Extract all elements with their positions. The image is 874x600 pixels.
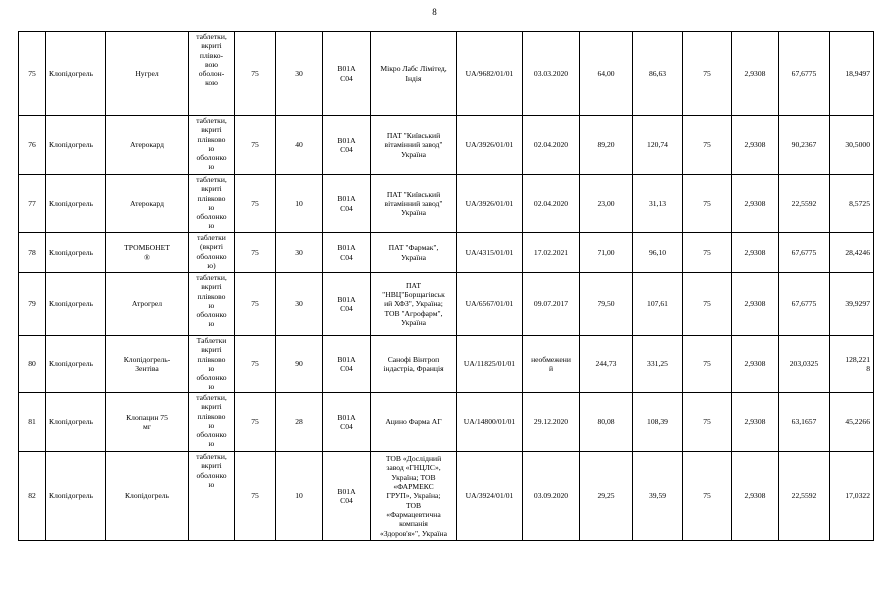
registration-expiry-cell-text: 09.07.2017 — [533, 299, 569, 309]
rate-cell — [732, 175, 779, 233]
difference-cell-text: 17,0322 — [845, 491, 870, 501]
price-cell — [580, 273, 633, 336]
reference-price-cell-text: 203,0325 — [789, 359, 819, 369]
manufacturer-cell-text: Санофі Вінтроп індастріа, Франція — [383, 354, 444, 373]
inn-cell-text: Клопідогрель — [49, 247, 94, 257]
dose-cell — [235, 116, 276, 175]
rate-cell — [732, 32, 779, 116]
atc-code-cell-text: B01A C04 — [337, 64, 356, 83]
quantity-cell-text: 10 — [295, 198, 303, 208]
rate-cell-text: 2,9308 — [744, 417, 766, 427]
table-row — [19, 32, 874, 116]
difference-cell — [830, 336, 874, 393]
ddd-cell — [683, 273, 732, 336]
dose-cell — [235, 32, 276, 116]
quantity-cell-text: 30 — [295, 247, 303, 257]
page-number: 8 — [432, 7, 437, 17]
difference-cell-text: 30,5000 — [845, 140, 870, 150]
difference-cell — [830, 233, 874, 273]
dose-cell — [235, 175, 276, 233]
quantity-cell-text: 30 — [295, 68, 303, 78]
manufacturer-cell — [371, 116, 457, 175]
trade-name-cell — [106, 273, 189, 336]
registration-number-cell — [457, 452, 523, 541]
inn-cell — [46, 233, 106, 273]
retail-price-cell — [633, 393, 683, 452]
manufacturer-cell-text: ПАТ "НВЦ"Борщагівськ ий ХФЗ", Україна; ТОВ "Агрофарм", Україна — [382, 280, 445, 327]
difference-cell — [830, 116, 874, 175]
price-cell-text: 79,50 — [597, 299, 615, 309]
price-cell-text: 71,00 — [597, 247, 615, 257]
manufacturer-cell — [371, 175, 457, 233]
rate-cell — [732, 336, 779, 393]
manufacturer-cell — [371, 32, 457, 116]
ddd-cell-text: 75 — [703, 198, 711, 208]
reference-price-cell — [779, 393, 830, 452]
registration-expiry-cell-text: 02.04.2020 — [533, 140, 569, 150]
inn-cell — [46, 32, 106, 116]
atc-code-cell — [323, 393, 371, 452]
rate-cell-text: 2,9308 — [744, 140, 766, 150]
manufacturer-cell — [371, 233, 457, 273]
reference-price-cell-text: 63,1657 — [791, 417, 817, 427]
dosage-form-cell — [189, 393, 235, 452]
manufacturer-cell-text: Ацино Фарма АГ — [385, 417, 442, 427]
dosage-form-cell — [189, 233, 235, 273]
quantity-cell — [276, 32, 323, 116]
rate-cell — [732, 452, 779, 541]
manufacturer-cell-text: ПАТ "Київський вітамінний завод" Україна — [384, 131, 443, 159]
dose-cell-text: 75 — [251, 417, 259, 427]
dose-cell-text: 75 — [251, 299, 259, 309]
rate-cell-text: 2,9308 — [744, 247, 766, 257]
registration-expiry-cell-text: необмежени й — [531, 354, 571, 373]
inn-cell — [46, 116, 106, 175]
rate-cell-text: 2,9308 — [744, 299, 766, 309]
row-number — [19, 452, 46, 541]
dose-cell — [235, 233, 276, 273]
ddd-cell-text: 75 — [703, 68, 711, 78]
dose-cell-text: 75 — [251, 247, 259, 257]
retail-price-cell-text: 86,63 — [648, 68, 667, 78]
difference-cell-text: 18,9497 — [845, 68, 870, 78]
rate-cell — [732, 116, 779, 175]
atc-code-cell-text: B01A C04 — [337, 135, 356, 154]
inn-cell-text: Клопідогрель — [49, 359, 94, 369]
reference-price-cell-text: 67,6775 — [791, 247, 817, 257]
inn-cell-text: Клопідогрель — [49, 417, 94, 427]
dosage-form-cell — [189, 175, 235, 233]
atc-code-cell — [323, 116, 371, 175]
dose-cell — [235, 336, 276, 393]
rate-cell-text: 2,9308 — [744, 359, 766, 369]
row-number-text: 76 — [28, 140, 36, 150]
trade-name-cell-text: ТРОМБОНЕТ ® — [124, 243, 170, 262]
ddd-cell — [683, 336, 732, 393]
retail-price-cell — [633, 273, 683, 336]
table-row — [19, 273, 874, 336]
ddd-cell-text: 75 — [703, 299, 711, 309]
trade-name-cell — [106, 393, 189, 452]
dosage-form-cell-text: таблетки (вкриті оболонко ю) — [196, 233, 227, 270]
registration-expiry-cell — [523, 32, 580, 116]
registration-expiry-cell-text: 29.12.2020 — [533, 417, 569, 427]
manufacturer-cell-text: ПАТ "Київський вітамінний завод" Україна — [384, 189, 443, 218]
reference-price-cell-text: 22,5592 — [791, 491, 817, 501]
dosage-form-cell-text: таблетки, вкриті плівково ю оболонко ю — [196, 116, 227, 172]
atc-code-cell-text: B01A C04 — [337, 243, 356, 262]
inn-cell-text: Клопідогрель — [49, 198, 94, 208]
registration-expiry-cell — [523, 116, 580, 175]
trade-name-cell — [106, 116, 189, 175]
trade-name-cell-text: Атерокард — [130, 198, 164, 208]
dosage-form-cell-text: таблетки, вкриті плівково ю оболонко ю — [196, 273, 227, 329]
table-row — [19, 233, 874, 273]
ddd-cell — [683, 233, 732, 273]
ddd-cell — [683, 116, 732, 175]
atc-code-cell-text: B01A C04 — [337, 354, 356, 373]
manufacturer-cell — [371, 273, 457, 336]
dose-cell-text: 75 — [251, 198, 259, 208]
difference-cell — [830, 32, 874, 116]
inn-cell — [46, 452, 106, 541]
registration-expiry-cell-text: 03.09.2020 — [533, 491, 569, 501]
table-row — [19, 393, 874, 452]
registration-number-cell-text: UA/3924/01/01 — [465, 491, 514, 501]
row-number — [19, 336, 46, 393]
dosage-form-cell — [189, 336, 235, 393]
reference-price-cell — [779, 175, 830, 233]
quantity-cell-text: 40 — [295, 140, 303, 150]
ddd-cell-text: 75 — [703, 247, 711, 257]
trade-name-cell — [106, 175, 189, 233]
difference-cell — [830, 175, 874, 233]
price-cell-text: 23,00 — [597, 198, 615, 208]
dosage-form-cell-text: таблетки, вкриті оболонко ю — [196, 452, 227, 489]
reference-price-cell — [779, 452, 830, 541]
manufacturer-cell-text: ПАТ "Фармак", Україна — [388, 243, 439, 262]
retail-price-cell-text: 96,10 — [648, 247, 667, 257]
rate-cell — [732, 273, 779, 336]
registration-number-cell-text: UA/4315/01/01 — [465, 247, 514, 257]
retail-price-cell-text: 108,39 — [647, 417, 668, 427]
atc-code-cell-text: B01A C04 — [337, 194, 356, 213]
reference-price-cell — [779, 273, 830, 336]
manufacturer-cell-text: Мікро Лабс Лімітед, Індія — [380, 64, 447, 83]
table-row — [19, 116, 874, 175]
retail-price-cell-text: 39,59 — [648, 491, 667, 501]
reference-price-cell-text: 67,6775 — [791, 68, 817, 78]
atc-code-cell — [323, 32, 371, 116]
difference-cell — [830, 273, 874, 336]
inn-cell-text: Клопідогрель — [49, 299, 94, 309]
price-cell — [580, 32, 633, 116]
dose-cell-text: 75 — [251, 359, 259, 369]
quantity-cell-text: 10 — [295, 491, 303, 501]
inn-cell-text: Клопідогрель — [49, 140, 94, 150]
registration-number-cell-text: UA/14800/01/01 — [463, 417, 516, 427]
inn-cell — [46, 336, 106, 393]
registration-number-cell — [457, 32, 523, 116]
row-number — [19, 32, 46, 116]
ddd-cell-text: 75 — [703, 140, 711, 150]
registration-expiry-cell — [523, 273, 580, 336]
retail-price-cell — [633, 233, 683, 273]
price-cell — [580, 233, 633, 273]
reference-price-cell-text: 90,2367 — [791, 140, 817, 150]
retail-price-cell-text: 31,13 — [648, 198, 667, 208]
price-cell-text: 244,73 — [595, 359, 617, 369]
registration-expiry-cell — [523, 336, 580, 393]
inn-cell-text: Клопідогрель — [49, 491, 94, 501]
dosage-form-cell-text: таблетки, вкриті плівково ю оболонко ю — [196, 393, 227, 449]
registration-number-cell-text: UA/3926/01/01 — [465, 198, 514, 208]
dose-cell-text: 75 — [251, 140, 259, 150]
atc-code-cell-text: B01A C04 — [337, 486, 356, 505]
table-row — [19, 336, 874, 393]
ddd-cell — [683, 32, 732, 116]
inn-cell — [46, 175, 106, 233]
retail-price-cell — [633, 175, 683, 233]
retail-price-cell — [633, 32, 683, 116]
price-cell-text: 64,00 — [597, 68, 615, 78]
registration-expiry-cell — [523, 175, 580, 233]
row-number-text: 79 — [28, 299, 36, 309]
trade-name-cell — [106, 233, 189, 273]
reference-price-cell-text: 22,5592 — [791, 198, 817, 208]
registration-number-cell — [457, 393, 523, 452]
registration-number-cell — [457, 336, 523, 393]
rate-cell — [732, 393, 779, 452]
price-cell — [580, 452, 633, 541]
trade-name-cell-text: Нугрел — [135, 68, 159, 78]
price-cell — [580, 336, 633, 393]
row-number-text: 81 — [28, 417, 36, 427]
registration-expiry-cell — [523, 452, 580, 541]
reference-price-cell — [779, 32, 830, 116]
reference-price-cell — [779, 233, 830, 273]
quantity-cell — [276, 233, 323, 273]
dosage-form-cell — [189, 116, 235, 175]
registration-number-cell-text: UA/3926/01/01 — [465, 140, 514, 150]
rate-cell-text: 2,9308 — [744, 491, 766, 501]
trade-name-cell-text: Клопідогрель- Зентіва — [123, 354, 171, 373]
ddd-cell-text: 75 — [703, 491, 711, 501]
ddd-cell — [683, 452, 732, 541]
trade-name-cell-text: Атрогрел — [131, 299, 163, 309]
row-number-text: 82 — [28, 491, 36, 501]
difference-cell — [830, 452, 874, 541]
quantity-cell — [276, 452, 323, 541]
difference-cell-text: 128,221 8 — [845, 354, 870, 373]
dose-cell — [235, 452, 276, 541]
reference-price-cell-text: 67,6775 — [791, 299, 817, 309]
quantity-cell — [276, 393, 323, 452]
registration-expiry-cell — [523, 233, 580, 273]
registration-expiry-cell-text: 02.04.2020 — [533, 198, 569, 208]
retail-price-cell-text: 331,25 — [647, 359, 668, 369]
reference-price-cell — [779, 116, 830, 175]
dosage-form-cell — [189, 273, 235, 336]
row-number-text: 78 — [28, 247, 36, 257]
quantity-cell-text: 30 — [295, 299, 303, 309]
price-cell-text: 29,25 — [597, 491, 615, 501]
rate-cell-text: 2,9308 — [744, 198, 766, 208]
retail-price-cell-text: 120,74 — [647, 140, 668, 150]
price-cell — [580, 393, 633, 452]
registration-number-cell — [457, 116, 523, 175]
trade-name-cell-text: Атерокард — [130, 140, 164, 150]
row-number — [19, 273, 46, 336]
row-number-text: 75 — [28, 68, 36, 78]
inn-cell-text: Клопідогрель — [49, 68, 94, 78]
row-number-text: 80 — [28, 359, 36, 369]
registration-expiry-cell-text: 17.02.2021 — [533, 247, 569, 257]
dosage-form-cell — [189, 452, 235, 541]
dose-cell-text: 75 — [251, 491, 259, 501]
ddd-cell-text: 75 — [703, 417, 711, 427]
atc-code-cell — [323, 336, 371, 393]
price-cell — [580, 116, 633, 175]
atc-code-cell-text: B01A C04 — [337, 412, 356, 431]
dosage-form-cell-text: Таблетки вкриті плівково ю оболонко ю — [196, 336, 227, 392]
price-cell-text: 80,08 — [597, 417, 615, 427]
dose-cell-text: 75 — [251, 68, 259, 78]
registration-expiry-cell — [523, 393, 580, 452]
registration-number-cell — [457, 273, 523, 336]
quantity-cell — [276, 273, 323, 336]
dosage-form-cell-text: таблетки, вкриті плівко- вою оболон- кою — [196, 32, 227, 88]
difference-cell — [830, 393, 874, 452]
registration-number-cell-text: UA/6567/01/01 — [465, 299, 514, 309]
dose-cell — [235, 393, 276, 452]
ddd-cell — [683, 393, 732, 452]
price-cell — [580, 175, 633, 233]
quantity-cell-text: 28 — [295, 417, 303, 427]
row-number — [19, 233, 46, 273]
retail-price-cell-text: 107,61 — [647, 299, 668, 309]
rate-cell — [732, 233, 779, 273]
dose-cell — [235, 273, 276, 336]
quantity-cell — [276, 175, 323, 233]
registration-number-cell-text: UA/11825/01/01 — [463, 359, 516, 369]
registration-expiry-cell-text: 03.03.2020 — [533, 68, 569, 78]
row-number — [19, 116, 46, 175]
inn-cell — [46, 393, 106, 452]
drug-price-table — [18, 31, 874, 541]
reference-price-cell — [779, 336, 830, 393]
registration-number-cell — [457, 175, 523, 233]
atc-code-cell — [323, 273, 371, 336]
difference-cell-text: 8,5725 — [849, 198, 870, 208]
rate-cell-text: 2,9308 — [744, 68, 766, 78]
trade-name-cell — [106, 336, 189, 393]
ddd-cell — [683, 175, 732, 233]
retail-price-cell — [633, 116, 683, 175]
price-cell-text: 89,20 — [597, 140, 615, 150]
quantity-cell — [276, 336, 323, 393]
registration-number-cell-text: UA/9682/01/01 — [465, 68, 514, 78]
difference-cell-text: 45,2266 — [845, 417, 870, 427]
row-number-text: 77 — [28, 198, 36, 208]
row-number — [19, 393, 46, 452]
ddd-cell-text: 75 — [703, 359, 711, 369]
quantity-cell — [276, 116, 323, 175]
manufacturer-cell-text: ТОВ «Дослідний завод «ГНЦЛС», Україна; ТОВ «ФАРМЕКС ГРУП», Україна; ТОВ «Фармацевтична компанія «Здоров'я»", Україна — [380, 454, 447, 538]
atc-code-cell — [323, 175, 371, 233]
dosage-form-cell — [189, 32, 235, 116]
trade-name-cell-text: Клопацин 75 мг — [126, 412, 168, 431]
table-row — [19, 175, 874, 233]
inn-cell — [46, 273, 106, 336]
retail-price-cell — [633, 452, 683, 541]
trade-name-cell — [106, 32, 189, 116]
quantity-cell-text: 90 — [295, 359, 303, 369]
manufacturer-cell — [371, 452, 457, 541]
row-number — [19, 175, 46, 233]
retail-price-cell — [633, 336, 683, 393]
registration-number-cell — [457, 233, 523, 273]
manufacturer-cell — [371, 393, 457, 452]
manufacturer-cell — [371, 336, 457, 393]
trade-name-cell-text: Клопідогрель — [124, 491, 170, 501]
table-row — [19, 452, 874, 541]
difference-cell-text: 28,4246 — [845, 247, 870, 257]
atc-code-cell — [323, 233, 371, 273]
dosage-form-cell-text: таблетки, вкриті плівково ю оболонко ю — [196, 175, 227, 231]
atc-code-cell — [323, 452, 371, 541]
trade-name-cell — [106, 452, 189, 541]
difference-cell-text: 39,9297 — [845, 299, 870, 309]
atc-code-cell-text: B01A C04 — [337, 294, 356, 313]
